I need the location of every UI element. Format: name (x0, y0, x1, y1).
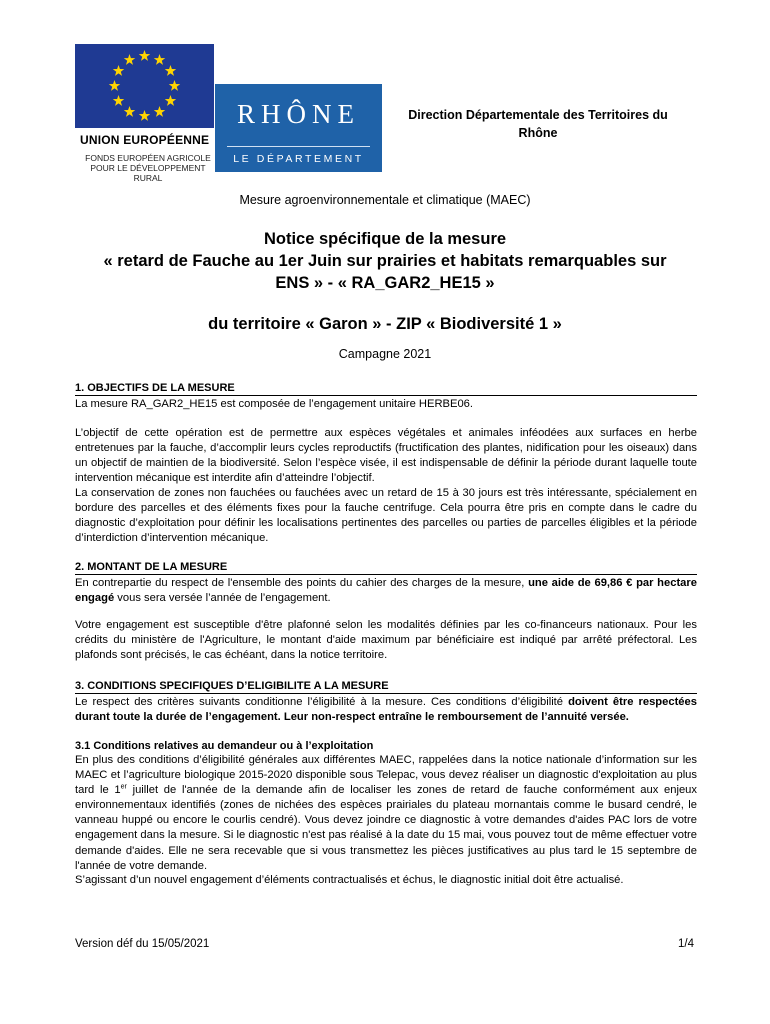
campaign-year: Campagne 2021 (338, 347, 432, 361)
section-2-rule (75, 574, 697, 575)
section-2-heading: 2. MONTANT DE LA MESURE (75, 561, 228, 573)
eu-star-icon (154, 106, 165, 117)
eu-stars-icon (75, 44, 214, 128)
eu-star-icon (113, 95, 124, 106)
section-3-1-heading: 3.1 Conditions relatives au demandeur ou à l’exploitation (75, 740, 374, 752)
eu-star-icon (109, 80, 120, 91)
rhone-logo-subtitle: LE DÉPARTEMENT (233, 153, 364, 165)
title-line-2: « retard de Fauche au 1er Juin sur prairies et habitats remarquables sur (103, 252, 667, 270)
eu-star-icon (165, 65, 176, 76)
section-1-para-1: La mesure RA_GAR2_HE15 est composée de l’engagement unitaire HERBE06. (75, 398, 473, 410)
eu-star-icon (139, 50, 150, 61)
territory-title: du territoire « Garon » - ZIP « Biodiversité 1 » (208, 315, 562, 333)
eu-star-icon (154, 54, 165, 65)
section-2-para-2: Votre engagement est susceptible d'être plafonné selon les modalités définies par les co-financeurs nationaux. Pour les crédits du ministère de l'Agriculture, le montant d'aide maximum par bénéficiaire est indiqué par arrêté préfectoral. Les plafonds sont précisés, le cas échéant, dans la notice territoire. (75, 619, 697, 662)
eu-star-icon (113, 65, 124, 76)
eu-star-icon (124, 106, 135, 117)
eu-star-icon (169, 80, 180, 91)
rhone-logo-word: RHÔNE (237, 99, 360, 129)
title-line-3: ENS » - « RA_GAR2_HE15 » (275, 274, 495, 292)
section-1-para-3: La conservation de zones non fauchées ou fauchées avec un retard de 15 à 30 jours est très intéressante, spécialement en bordure des parcelles et des éléments fixes pour la fauche centrifuge. Cela pourra être pris en compte dans le cadre du diagnostic d’exploitation pour définir les localisations pertinentes des parcelles ou parties de parcelles éligibles et la période d’interdiction d’intervention mécanique. (75, 487, 697, 545)
eu-star-icon (165, 95, 176, 106)
eu-flag-logo (75, 44, 214, 128)
section-1-heading: 1. OBJECTIFS DE LA MESURE (75, 382, 235, 394)
section-1-para-2: L’objectif de cette opération est de permettre aux espèces végétales et animales inféodées aux surfaces en herbe entretenues par la fauche, d’accomplir leurs cycles reproductifs (fructification des plantes, nidification pour les oiseaux) dans un objectif de maintien de la biodiversité. Selon l’espèce visée, il est indispensable de définir la période durant laquelle toute intervention mécanique est interdite afin d’atteindre l’objectif. (75, 427, 697, 485)
section-3-heading: 3. CONDITIONS SPECIFIQUES D’ELIGIBILITE A LA MESURE (75, 680, 389, 692)
aid-amount: une aide de 69,86 € par hectare engagé (75, 577, 697, 605)
rhone-logo-divider (227, 146, 370, 147)
section-3-1-para-1: En plus des conditions d’éligibilité générales aux différentes MAEC, rappelées dans la notice nationale d’information sur les MAEC et l’agriculture biologique 2015-2020 disponible sous Telepac, vous devez réaliser un diagnostic d'exploitation au plus tard le 1er juillet de l'année de la demande afin de localiser les zones de retard de fauche conformément aux enjeux environnementaux identifiés (zones de nichées des espèces prairiales du plateau mornantais comme le busard cendré, le vanneau huppé ou encore le courlis cendré). Vous devez joindre ce diagnostic à votre demandes d'aides PAC lors de votre engagement dans la mesure. Si le diagnostic n'est pas réalisé à la date du 15 mai, vous pouvez tout de même effectuer votre demande d'aides. Elle ne sera recevable que si vous transmettez les pièces justificatives au plus tard le 15 septembre de l'année de votre demande. (75, 754, 697, 872)
eligibility-warning: doivent être respectées durant toute la durée de l’engagement. Leur non-respect entraîne le remboursement de l’annuité versée. (75, 696, 697, 724)
eu-fund-name: FONDS EUROPÉEN AGRICOLE POUR LE DÉVELOPPEMENT RURAL (85, 153, 211, 183)
section-2-para-1: En contrepartie du respect de l'ensemble des points du cahier des charges de la mesure, une aide de 69,86 € par hectare engagé vous sera versée l’année de l’engagement. (75, 577, 697, 605)
page-number: 1/4 (678, 938, 694, 950)
section-3-para-1: Le respect des critères suivants conditionne l’éligibilité à la mesure. Ces conditions d’éligibilité doivent être respectées durant toute la durée de l’engagement. Leur non-respect entraîne le remboursement de l’annuité versée. (75, 696, 697, 724)
eu-star-icon (124, 54, 135, 65)
section-3-rule (75, 693, 697, 694)
measure-type: Mesure agroenvironnementale et climatique (MAEC) (239, 193, 531, 207)
document-title (60, 228, 710, 294)
version-label: Version déf du 15/05/2021 (75, 938, 210, 950)
section-1-rule (75, 395, 697, 396)
issuer-title: Direction Départementale des Territoires du Rhône (408, 108, 668, 140)
section-3-1-para-2: S’agissant d’un nouvel engagement d’éléments contractualisés et échus, le diagnostic initial doit être actualisé. (75, 874, 624, 886)
title-line-1: Notice spécifique de la mesure (263, 230, 507, 248)
eu-name: UNION EUROPÉENNE (80, 133, 210, 147)
eu-star-icon (139, 110, 150, 121)
